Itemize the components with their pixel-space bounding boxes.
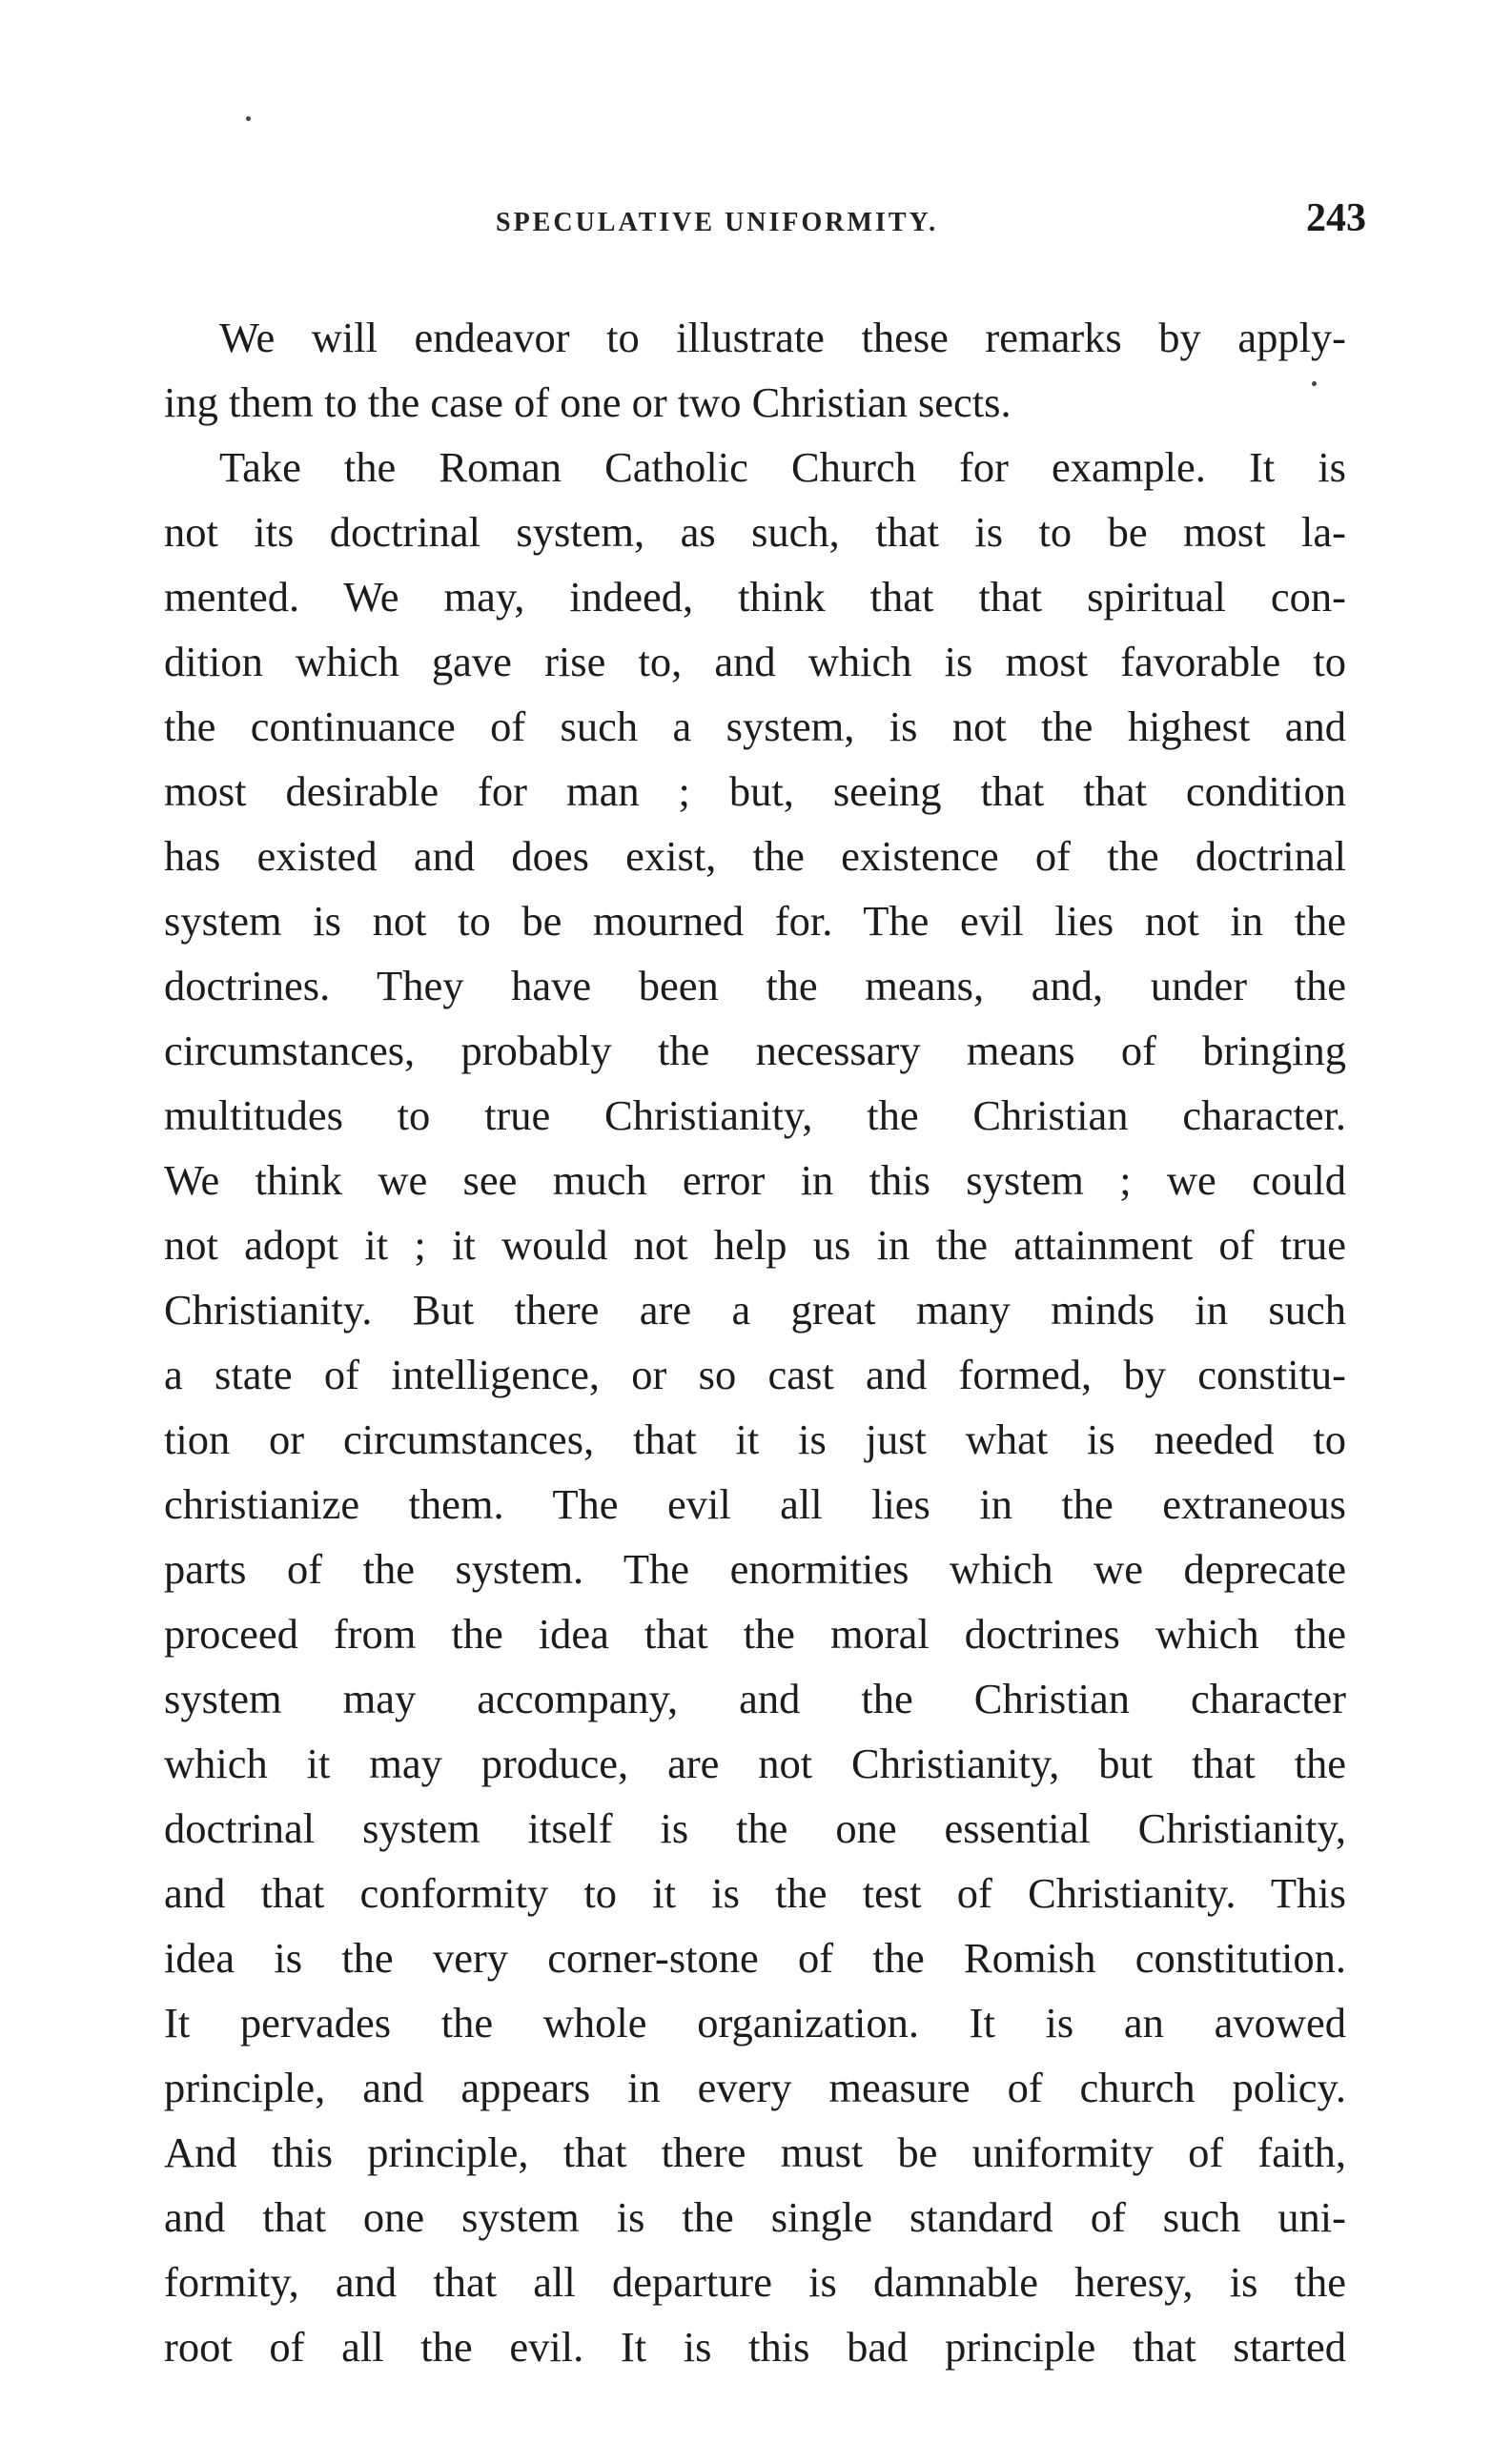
- text-line: It pervades the whole organization. It is an avowed: [164, 1999, 1346, 2047]
- text-line: multitudes to true Christianity, the Christian character.: [164, 1091, 1346, 1139]
- text-line: formity, and that all departure is damnable heresy, is the: [164, 2258, 1346, 2306]
- text-line: proceed from the idea that the moral doctrines which the: [164, 1610, 1346, 1658]
- text-line: system is not to be mourned for. The evil lies not in the: [164, 897, 1346, 945]
- text-line: principle, and appears in every measure of church policy.: [164, 2064, 1346, 2111]
- text-line: circumstances, probably the necessary means of bringing: [164, 1027, 1346, 1074]
- text-line: And this principle, that there must be uniformity of faith,: [164, 2128, 1346, 2176]
- text-line: doctrinal system itself is the one essential Christianity,: [164, 1804, 1346, 1852]
- text-line: christianize them. The evil all lies in the extraneous: [164, 1480, 1346, 1528]
- text-line: ing them to the case of one or two Christian sects.: [164, 378, 1012, 426]
- text-line: tion or circumstances, that it is just what is needed to: [164, 1415, 1346, 1463]
- text-line: dition which gave rise to, and which is most favorable to: [164, 638, 1346, 685]
- text-line: We think we see much error in this system ; we could: [164, 1156, 1346, 1204]
- text-line: mented. We may, indeed, think that that spiritual con-: [164, 573, 1346, 621]
- text-line: Christianity. But there are a great many minds in such: [164, 1286, 1346, 1334]
- text-line: parts of the system. The enormities which we deprecate: [164, 1545, 1346, 1593]
- text-line: system may accompany, and the Christian character: [164, 1675, 1346, 1722]
- text-line: has existed and does exist, the existence of the doctrinal: [164, 832, 1346, 880]
- running-head: SPECULATIVE UNIFORMITY.: [496, 208, 939, 237]
- text-line: the continuance of such a system, is not the highest and: [164, 703, 1346, 750]
- text-line: idea is the very corner-stone of the Romish constitution.: [164, 1934, 1346, 1982]
- text-line: and that conformity to it is the test of Christianity. This: [164, 1869, 1346, 1917]
- text-line: root of all the evil. It is this bad principle that started: [164, 2323, 1346, 2371]
- text-line: doctrines. They have been the means, and, under the: [164, 962, 1346, 1009]
- body-text: [164, 305, 1346, 2379]
- text-line: most desirable for man ; but, seeing that that condition: [164, 767, 1346, 815]
- text-line: a state of intelligence, or so cast and formed, by constitu-: [164, 1351, 1346, 1398]
- scan-speck: [246, 116, 251, 121]
- text-line: Take the Roman Catholic Church for example. It is: [219, 443, 1346, 491]
- text-line: not its doctrinal system, as such, that is to be most la-: [164, 508, 1346, 556]
- text-line: and that one system is the single standard of such uni-: [164, 2193, 1346, 2241]
- text-line: We will endeavor to illustrate these remarks by apply-: [219, 314, 1346, 361]
- text-line: which it may produce, are not Christianity, but that the: [164, 1740, 1346, 1787]
- page-number: 243: [1306, 196, 1366, 240]
- text-line: not adopt it ; it would not help us in the attainment of true: [164, 1221, 1346, 1269]
